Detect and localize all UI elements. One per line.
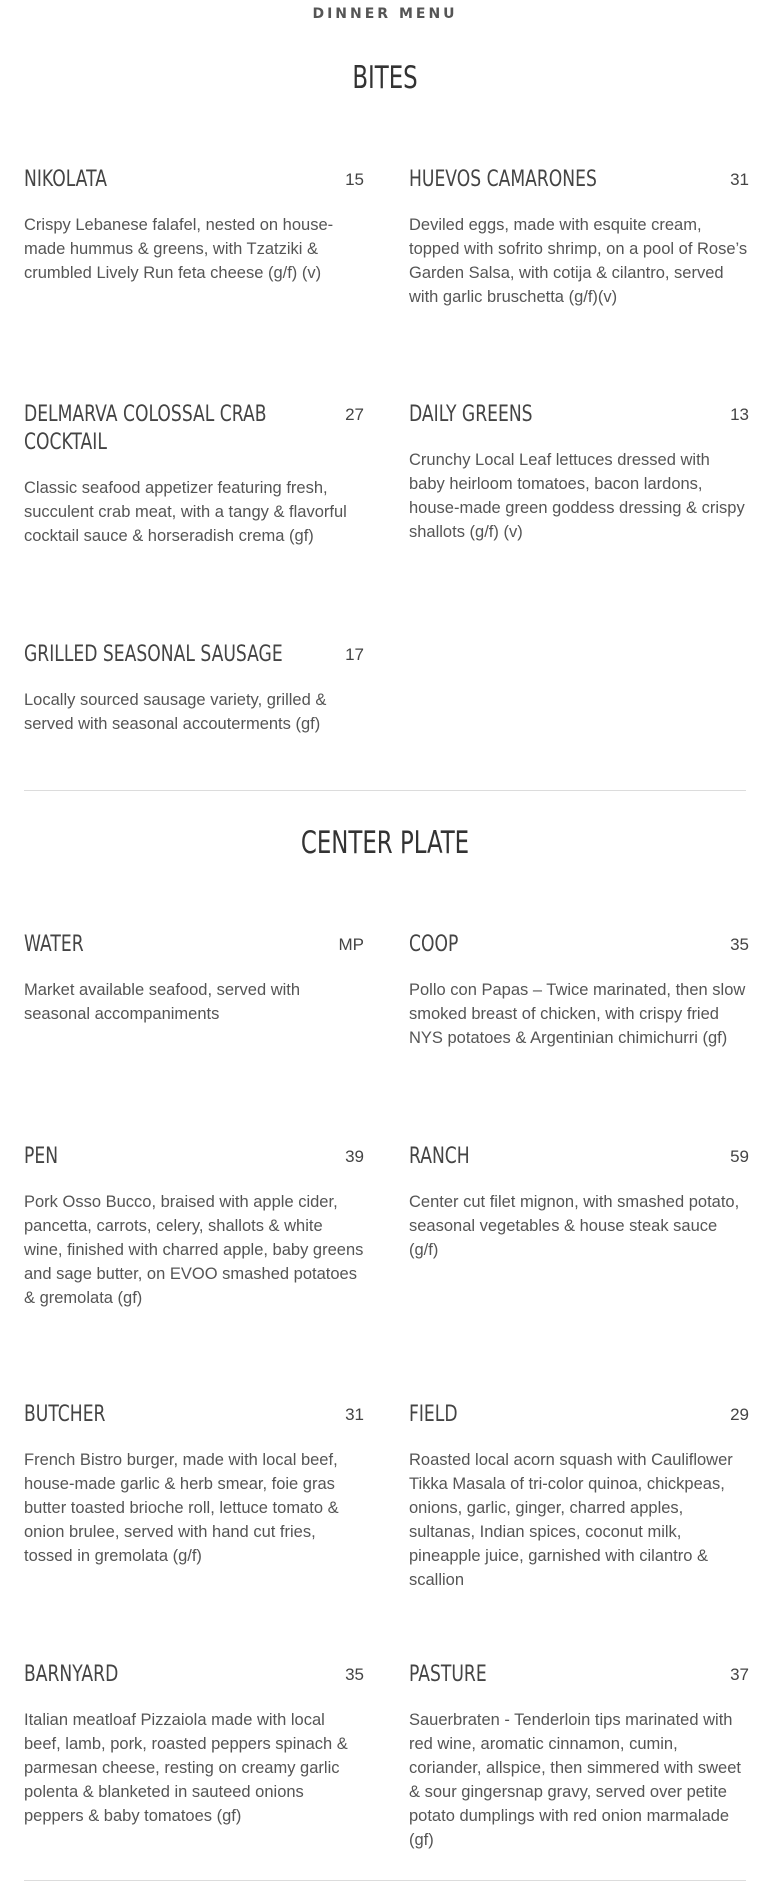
menu-item-butcher [24, 1401, 364, 1568]
item-description: Crispy Lebanese falafel, nested on house-made hummus & greens, with Tzatziki & crumbled Lively Run feta cheese (g/f) (v) [24, 216, 334, 282]
menu-item-ranch [409, 1143, 749, 1262]
item-price: 37 [730, 1665, 749, 1684]
item-name: WATER [24, 932, 84, 957]
item-description: French Bistro burger, made with local beef, house-made garlic & herb smear, foie gras butter toasted brioche roll, lettuce tomato & onion brulee, served with hand cut fries, tossed in gremolata (g/f) [24, 1451, 339, 1565]
menu-title: DINNER MENU [312, 6, 458, 22]
section-divider [24, 790, 746, 791]
item-description: Pollo con Papas – Twice marinated, then slow smoked breast of chicken, with crispy fried NYS potatoes & Argentinian chimichurri (gf) [409, 981, 746, 1047]
item-name: DAILY GREENS [409, 402, 533, 427]
menu-item-huevos-camarones [409, 166, 749, 309]
menu-item-grilled-seasonal-sausage [24, 641, 364, 736]
item-price: 39 [345, 1147, 364, 1166]
menu-item-pen [24, 1143, 364, 1310]
item-price: 59 [730, 1147, 749, 1166]
item-description: Market available seafood, served with seasonal accompaniments [24, 981, 301, 1023]
item-name: BARNYARD [24, 1662, 119, 1687]
item-name: DELMARVA COLOSSAL CRAB COCKTAIL [24, 402, 267, 455]
item-price: 15 [345, 170, 364, 189]
item-name: PEN [24, 1144, 59, 1169]
item-description: Roasted local acorn squash with Cauliflower Tikka Masala of tri-color quinoa, chickpeas, onions, garlic, ginger, charred apples, sultanas, Indian spices, coconut milk, pineapple juice, garnished with cilantro & scallion [409, 1451, 733, 1589]
menu-item-daily-greens [409, 401, 749, 544]
item-description: Locally sourced sausage variety, grilled & served with seasonal accouterments (gf) [24, 691, 327, 733]
item-name: BUTCHER [24, 1402, 106, 1427]
item-price: 13 [730, 405, 749, 424]
menu-item-water [24, 931, 364, 1026]
section-title-bites: BITES [352, 60, 418, 96]
item-price: 35 [730, 935, 749, 954]
item-description: Pork Osso Bucco, braised with apple cider, pancetta, carrots, celery, shallots & white wine, finished with charred apple, baby greens and sage butter, on EVOO smashed potatoes & gremolata (gf) [24, 1193, 364, 1307]
item-name: RANCH [409, 1144, 470, 1169]
item-description: Crunchy Local Leaf lettuces dressed with baby heirloom tomatoes, bacon lardons, house-made green goddess dressing & crispy shallots (g/f) (v) [409, 451, 745, 541]
item-description: Classic seafood appetizer featuring fresh, succulent crab meat, with a tangy & flavorful cocktail sauce & horseradish crema (gf) [24, 479, 347, 545]
item-price: 29 [730, 1405, 749, 1424]
item-name: NIKOLATA [24, 167, 107, 192]
item-name: GRILLED SEASONAL SAUSAGE [24, 642, 283, 667]
item-price: MP [338, 935, 364, 954]
item-price: 31 [730, 170, 749, 189]
menu-item-field [409, 1401, 749, 1592]
menu-item-delmarva-crab-cocktail [24, 401, 364, 548]
item-description: Deviled eggs, made with esquite cream, topped with sofrito shrimp, on a pool of Rose’s Garden Salsa, with cotija & cilantro, served with garlic bruschetta (g/f)(v) [409, 216, 748, 306]
menu-item-pasture [409, 1661, 749, 1852]
item-name: FIELD [409, 1402, 458, 1427]
menu-item-nikolata [24, 166, 364, 285]
item-price: 31 [345, 1405, 364, 1424]
item-price: 17 [345, 645, 364, 664]
section-divider [24, 1880, 746, 1881]
item-name: HUEVOS CAMARONES [409, 167, 597, 192]
item-price: 35 [345, 1665, 364, 1684]
item-price: 27 [345, 405, 364, 424]
item-name: COOP [409, 932, 459, 957]
menu-item-barnyard [24, 1661, 364, 1828]
menu-item-coop [409, 931, 749, 1050]
item-description: Center cut filet mignon, with smashed potato, seasonal vegetables & house steak sauce (g/f) [409, 1193, 740, 1259]
item-name: PASTURE [409, 1662, 487, 1687]
item-description: Italian meatloaf Pizzaiola made with local beef, lamb, pork, roasted peppers spinach & parmesan cheese, resting on creamy garlic polenta & blanketed in sauteed onions peppers & baby tomatoes (gf) [24, 1711, 348, 1825]
section-title-center-plate: CENTER PLATE [300, 825, 470, 861]
item-description: Sauerbraten - Tenderloin tips marinated with red wine, aromatic cinnamon, cumin, coriander, allspice, then simmered with sweet & sour gingersnap gravy, served over petite potato dumplings with red onion marmalade (gf) [409, 1711, 741, 1849]
